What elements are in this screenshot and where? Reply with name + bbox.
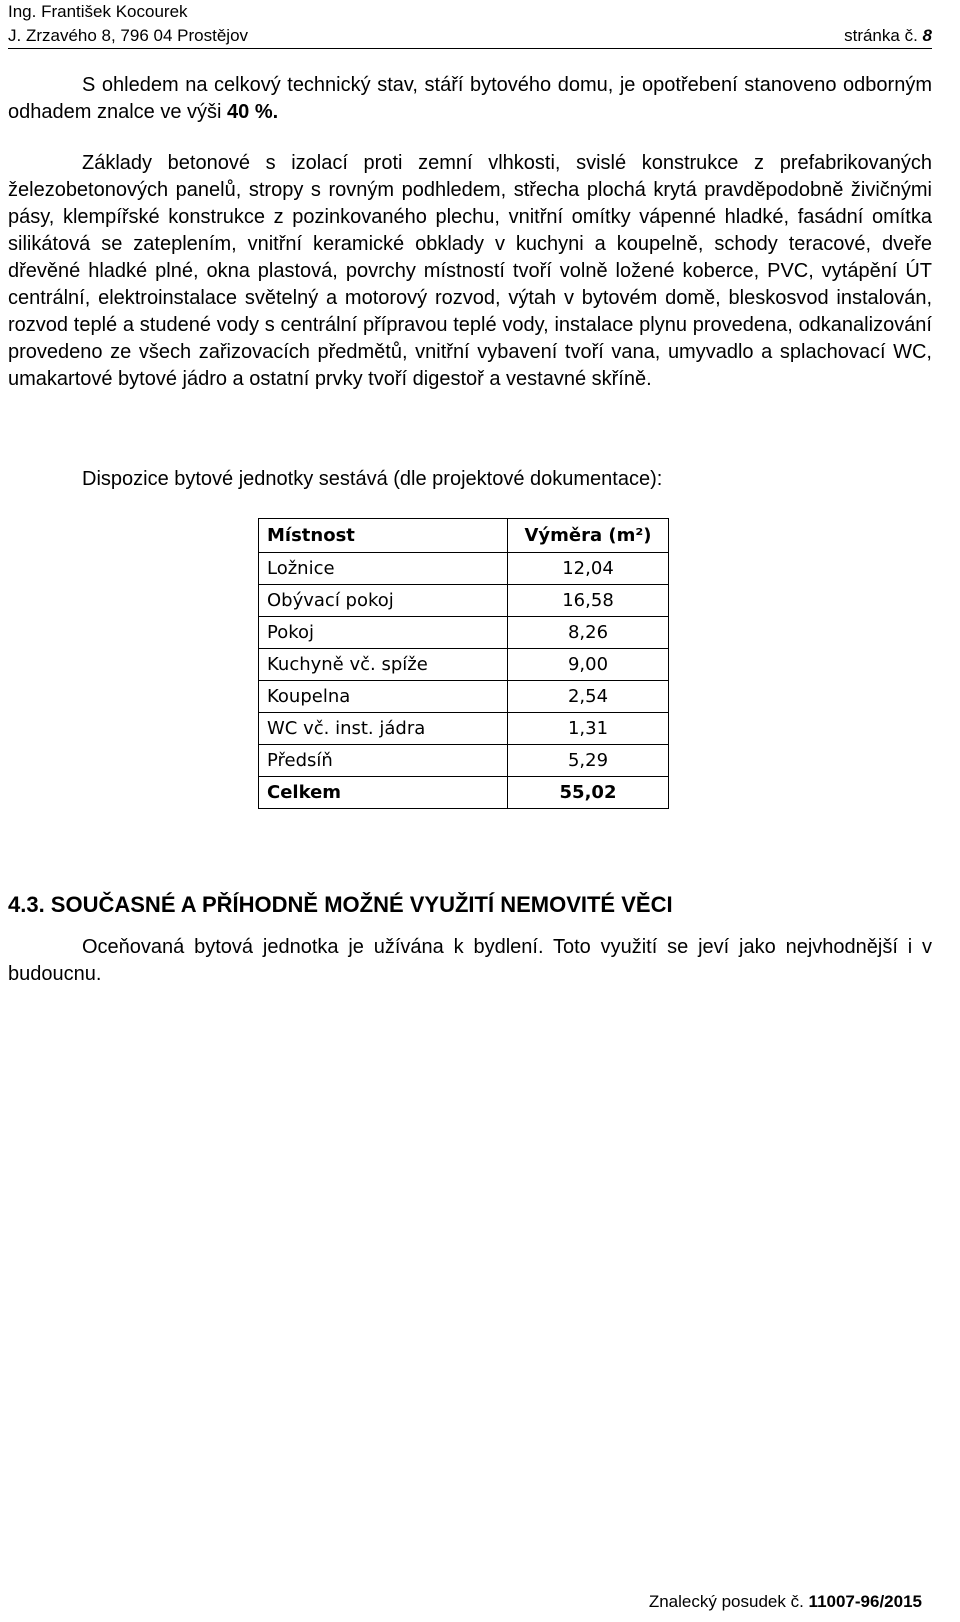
room-area: 12,04 bbox=[508, 553, 669, 585]
room-area: 2,54 bbox=[508, 681, 669, 713]
room-name: Koupelna bbox=[259, 681, 508, 713]
author-name: Ing. František Kocourek bbox=[8, 2, 188, 21]
room-area: 9,00 bbox=[508, 649, 669, 681]
page-header bbox=[8, 0, 932, 48]
table-row bbox=[259, 585, 669, 617]
page-label: stránka č. bbox=[844, 26, 918, 45]
depreciation-paragraph bbox=[8, 72, 932, 126]
table-row bbox=[259, 681, 669, 713]
room-name: Kuchyně vč. spíže bbox=[259, 649, 508, 681]
room-area: 1,31 bbox=[508, 713, 669, 745]
usage-paragraph: Oceňovaná bytová jednotka je užívána k bydlení. Toto využití se jeví jako nejvhodnější i v budoucnu. bbox=[8, 936, 932, 985]
footer-report-number: 11007-96/2015 bbox=[808, 1592, 922, 1611]
table-row bbox=[259, 713, 669, 745]
table-row bbox=[259, 649, 669, 681]
disposition-intro: Dispozice bytové jednotky sestává (dle projektové dokumentace): bbox=[82, 468, 663, 490]
room-area: 5,29 bbox=[508, 745, 669, 777]
table-row bbox=[259, 617, 669, 649]
room-name: Obývací pokoj bbox=[259, 585, 508, 617]
section-heading: 4.3. SOUČASNÉ A PŘÍHODNĚ MOŽNÉ VYUŽITÍ NEMOVITÉ VĚCI bbox=[8, 892, 673, 917]
page-indicator bbox=[844, 24, 932, 48]
rooms-table bbox=[258, 518, 669, 809]
room-name: Ložnice bbox=[259, 553, 508, 585]
depreciation-text: S ohledem na celkový technický stav, stáří bytového domu, je opotřebení stanoveno odborným odhadem znalce ve výši bbox=[8, 74, 932, 123]
room-name: Předsíň bbox=[259, 745, 508, 777]
table-header-row bbox=[259, 519, 669, 553]
room-area: 8,26 bbox=[508, 617, 669, 649]
table-row bbox=[259, 553, 669, 585]
depreciation-percent: 40 %. bbox=[227, 101, 279, 123]
construction-description: Základy betonové s izolací proti zemní vlhkosti, svislé konstrukce z prefabrikovaných železobetonových panelů, stropy s rovným podhledem, střecha plochá krytá pravděpodobně živičnými pásy, klempířské konstrukce z pozinkovaného plechu, vnitřní omítky vápenné hladké, fasádní omítka silikátová se zateplením, vnitřní keramické obklady v kuchyni a koupelně, schody teracové, dveře dřevěné hladké plné, okna plastová, povrchy místností tvoří volně ložené koberce, PVC, vytápění ÚT centrální, elektroinstalace světelný a motorový rozvod, výtah v bytovém domě, bleskosvod instalován, rozvod teplé a studené vody s centrální přípravou teplé vody, instalace plynu provedena, odkanalizování provedeno ze všech zařizovacích předmětů, vnitřní vybavení tvoří vana, umyvadlo a splachovací WC, umakartové bytové jádro a ostatní prvky tvoří digestoř a vestavné skříně. bbox=[8, 152, 932, 390]
footer-label: Znalecký posudek č. bbox=[648, 1592, 804, 1611]
total-label: Celkem bbox=[259, 777, 508, 809]
column-header-room: Místnost bbox=[259, 519, 508, 553]
total-value: 55,02 bbox=[508, 777, 669, 809]
room-name: Pokoj bbox=[259, 617, 508, 649]
header-address-row bbox=[8, 24, 932, 48]
page-footer bbox=[649, 1590, 922, 1614]
table-total-row bbox=[259, 777, 669, 809]
author-address: J. Zrzavého 8, 796 04 Prostějov bbox=[8, 26, 249, 45]
column-header-area: Výměra (m²) bbox=[508, 519, 669, 553]
page-number: 8 bbox=[922, 26, 932, 45]
table-row bbox=[259, 745, 669, 777]
room-name: WC vč. inst. jádra bbox=[259, 713, 508, 745]
room-area: 16,58 bbox=[508, 585, 669, 617]
header-divider bbox=[8, 48, 932, 49]
